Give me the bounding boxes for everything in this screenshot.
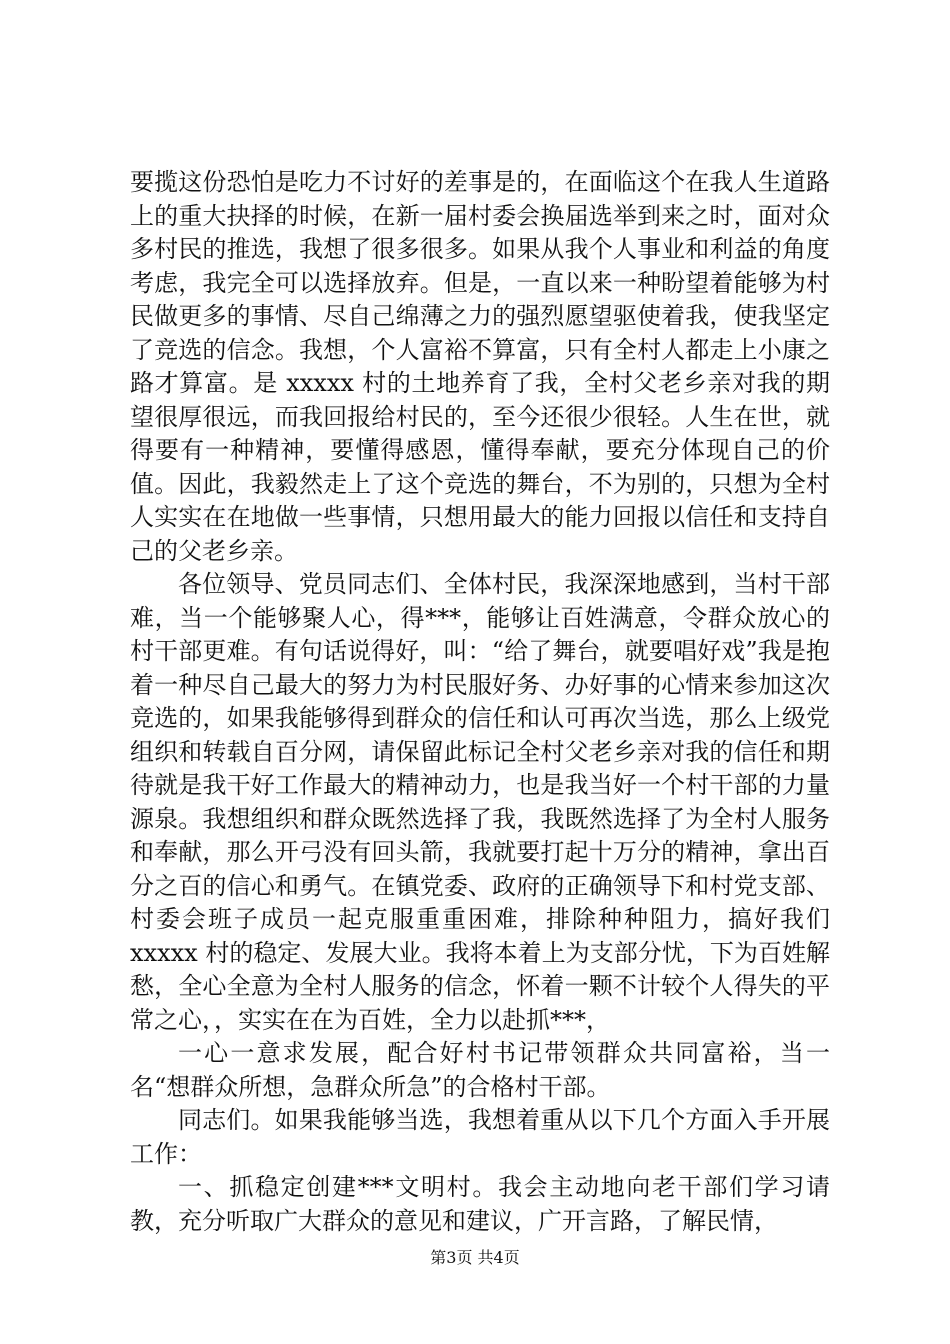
paragraph-address: 各位领导、党员同志们、全体村民，我深深地感到，当村干部难，当一个能够聚人心，得***，能够让百姓满意，令群众放心的村干部更难。有句话说得好，叫：“给了舞台，就要唱好戏”我是抱着一种尽自己最大的努力为村民服好务、办好事的心情来参加这次竞选的，如果我能够得到群众的信任和认可再次当选，那么上级党组织和转载自百分网，请保留此标记全村父老乡亲对我的信任和期待就是我干好工作最大的精神动力，也是我当好一个村干部的力量源泉。我想组织和群众既然选择了我，我既然选择了为全村人服务和奉献，那么开弓没有回头箭，我就要打起十万分的精神，拿出百分之百的信心和勇气。在镇党委、政府的正确领导下和村党支部、村委会班子成员一起克服重重困难，排除种种阻力，搞好我们 xxxxx 村的稳定、发展大业。我将本着上为支部分忧，下为百姓解愁，全心全意为全村人服务的信念，怀着一颗不计较个人得失的平常之心，，实实在在为百姓，全力以赴抓***，: [130, 570, 830, 1034]
paragraph-item-one: 一、抓稳定创建***文明村。我会主动地向老干部们学习请教，充分听取广大群众的意见和建议，广开言路，了解民情，: [130, 1173, 830, 1235]
paragraph-goal: 一心一意求发展，配合好村书记带领群众共同富裕，当一名“想群众所想，急群众所急”的合格村干部。: [130, 1039, 830, 1101]
page-footer: 第3页 共4页: [430, 1248, 520, 1267]
paragraph-plan-intro: 同志们。如果我能够当选，我想着重从以下几个方面入手开展工作：: [130, 1106, 830, 1168]
document-body: [130, 166, 830, 1238]
paragraph-continuation: 要揽这份恐怕是吃力不讨好的差事是的，在面临这个在我人生道路上的重大抉择的时候，在新一届村委会换届选举到来之时，面对众多村民的推选，我想了很多很多。如果从我个人事业和利益的角度考虑，我完全可以选择放弃。但是，一直以来一种盼望着能够为村民做更多的事情、尽自己绵薄之力的强烈愿望驱使着我，使我坚定了竞选的信念。我想，个人富裕不算富，只有全村人都走上小康之路才算富。是 xxxxx 村的土地养育了我，全村父老乡亲对我的期望很厚很远，而我回报给村民的，至今还很少很轻。人生在世，就得要有一种精神，要懂得感恩，懂得奉献，要充分体现自己的价值。因此，我毅然走上了这个竞选的舞台，不为别的，只想为全村人实实在在地做一些事情，只想用最大的能力回报以信任和支持自己的父老乡亲。: [130, 168, 830, 565]
